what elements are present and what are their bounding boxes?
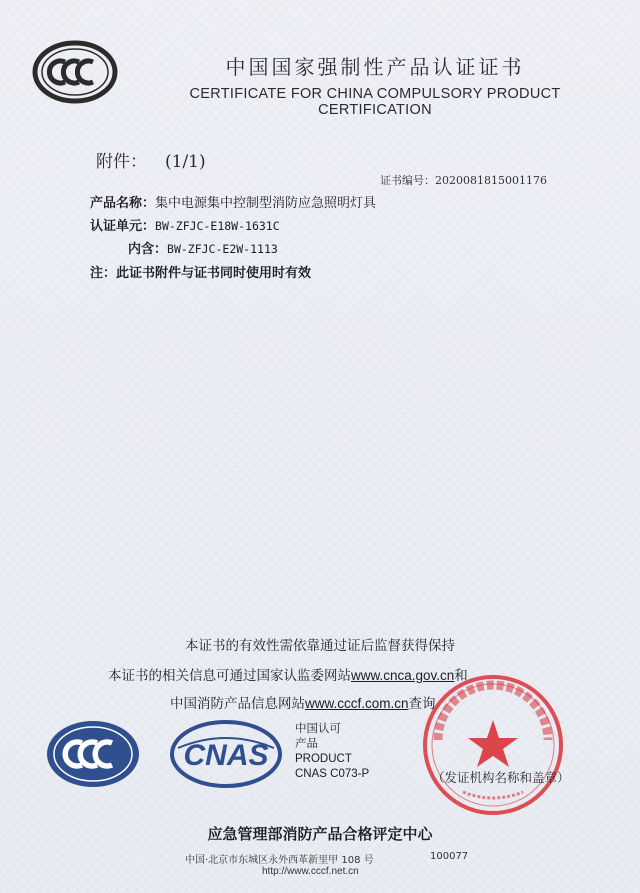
title-english: CERTIFICATE FOR CHINA COMPULSORY PRODUCT CERTIFICATION (189, 86, 561, 118)
cnas-line-3: PRODUCT (295, 753, 352, 765)
cert-unit-row (90, 215, 280, 234)
cccf-url-link[interactable]: www.cccf.com.cn (305, 696, 409, 711)
annex-line (96, 147, 206, 172)
certificate-number-label: 证书编号： (380, 174, 435, 187)
annex-label: 附件： (96, 152, 147, 172)
contains-row (128, 238, 278, 257)
cnca-info-post: 和 (454, 668, 468, 684)
product-name-row (90, 192, 376, 211)
organization-website-link[interactable]: http://www.cccf.net.cn (262, 866, 359, 877)
postcode: 100077 (430, 851, 469, 862)
cnas-accreditation-block (295, 722, 369, 782)
cnca-info-pre: 本证书的相关信息可通过国家认监委网站 (108, 668, 351, 684)
contains-value: BW-ZFJC-E2W-1113 (167, 242, 278, 256)
cnca-url-link[interactable]: www.cnca.gov.cn (351, 668, 455, 683)
cnas-logo-text: CNAS (183, 739, 269, 772)
product-name-value: 集中电源集中控制型消防应急照明灯具 (155, 196, 377, 211)
organization-address: 中国·北京市东城区永外西革新里甲 108 号 (185, 855, 374, 866)
seal-note: （发证机构名称和盖章） (432, 770, 570, 785)
validity-statement: 本证书的有效性需依靠通过证后监督获得保持 (185, 638, 455, 654)
cccf-info-post: 查询 (408, 696, 436, 712)
validity-note: 注：此证书附件与证书同时使用时有效 (90, 266, 312, 281)
official-seal-icon (418, 670, 568, 820)
title-chinese: 中国国家强制性产品认证证书 (225, 55, 525, 79)
annex-value: (1/1) (165, 152, 206, 172)
cccf-info-line (170, 692, 436, 712)
cert-unit-value: BW-ZFJC-E18W-1631C (155, 219, 280, 233)
cnca-info-line (108, 664, 468, 684)
contains-label: 内含： (128, 242, 168, 257)
cnas-line-2: 产品 (295, 738, 318, 750)
certificate-number-value: 2020081815001176 (435, 174, 547, 187)
cnas-line-1: 中国认可 (295, 723, 341, 735)
ccc-logo-icon (32, 40, 118, 104)
cnas-logo-icon (168, 718, 284, 790)
cccf-info-pre: 中国消防产品信息网站 (170, 696, 305, 712)
cnas-line-4: CNAS C073-P (295, 768, 370, 780)
product-name-label: 产品名称： (90, 196, 156, 211)
issuing-organization: 应急管理部消防产品合格评定中心 (207, 825, 433, 843)
ccc-logo-blue-icon (44, 718, 142, 790)
certificate-number (380, 172, 547, 188)
cert-unit-label: 认证单元： (90, 219, 156, 234)
